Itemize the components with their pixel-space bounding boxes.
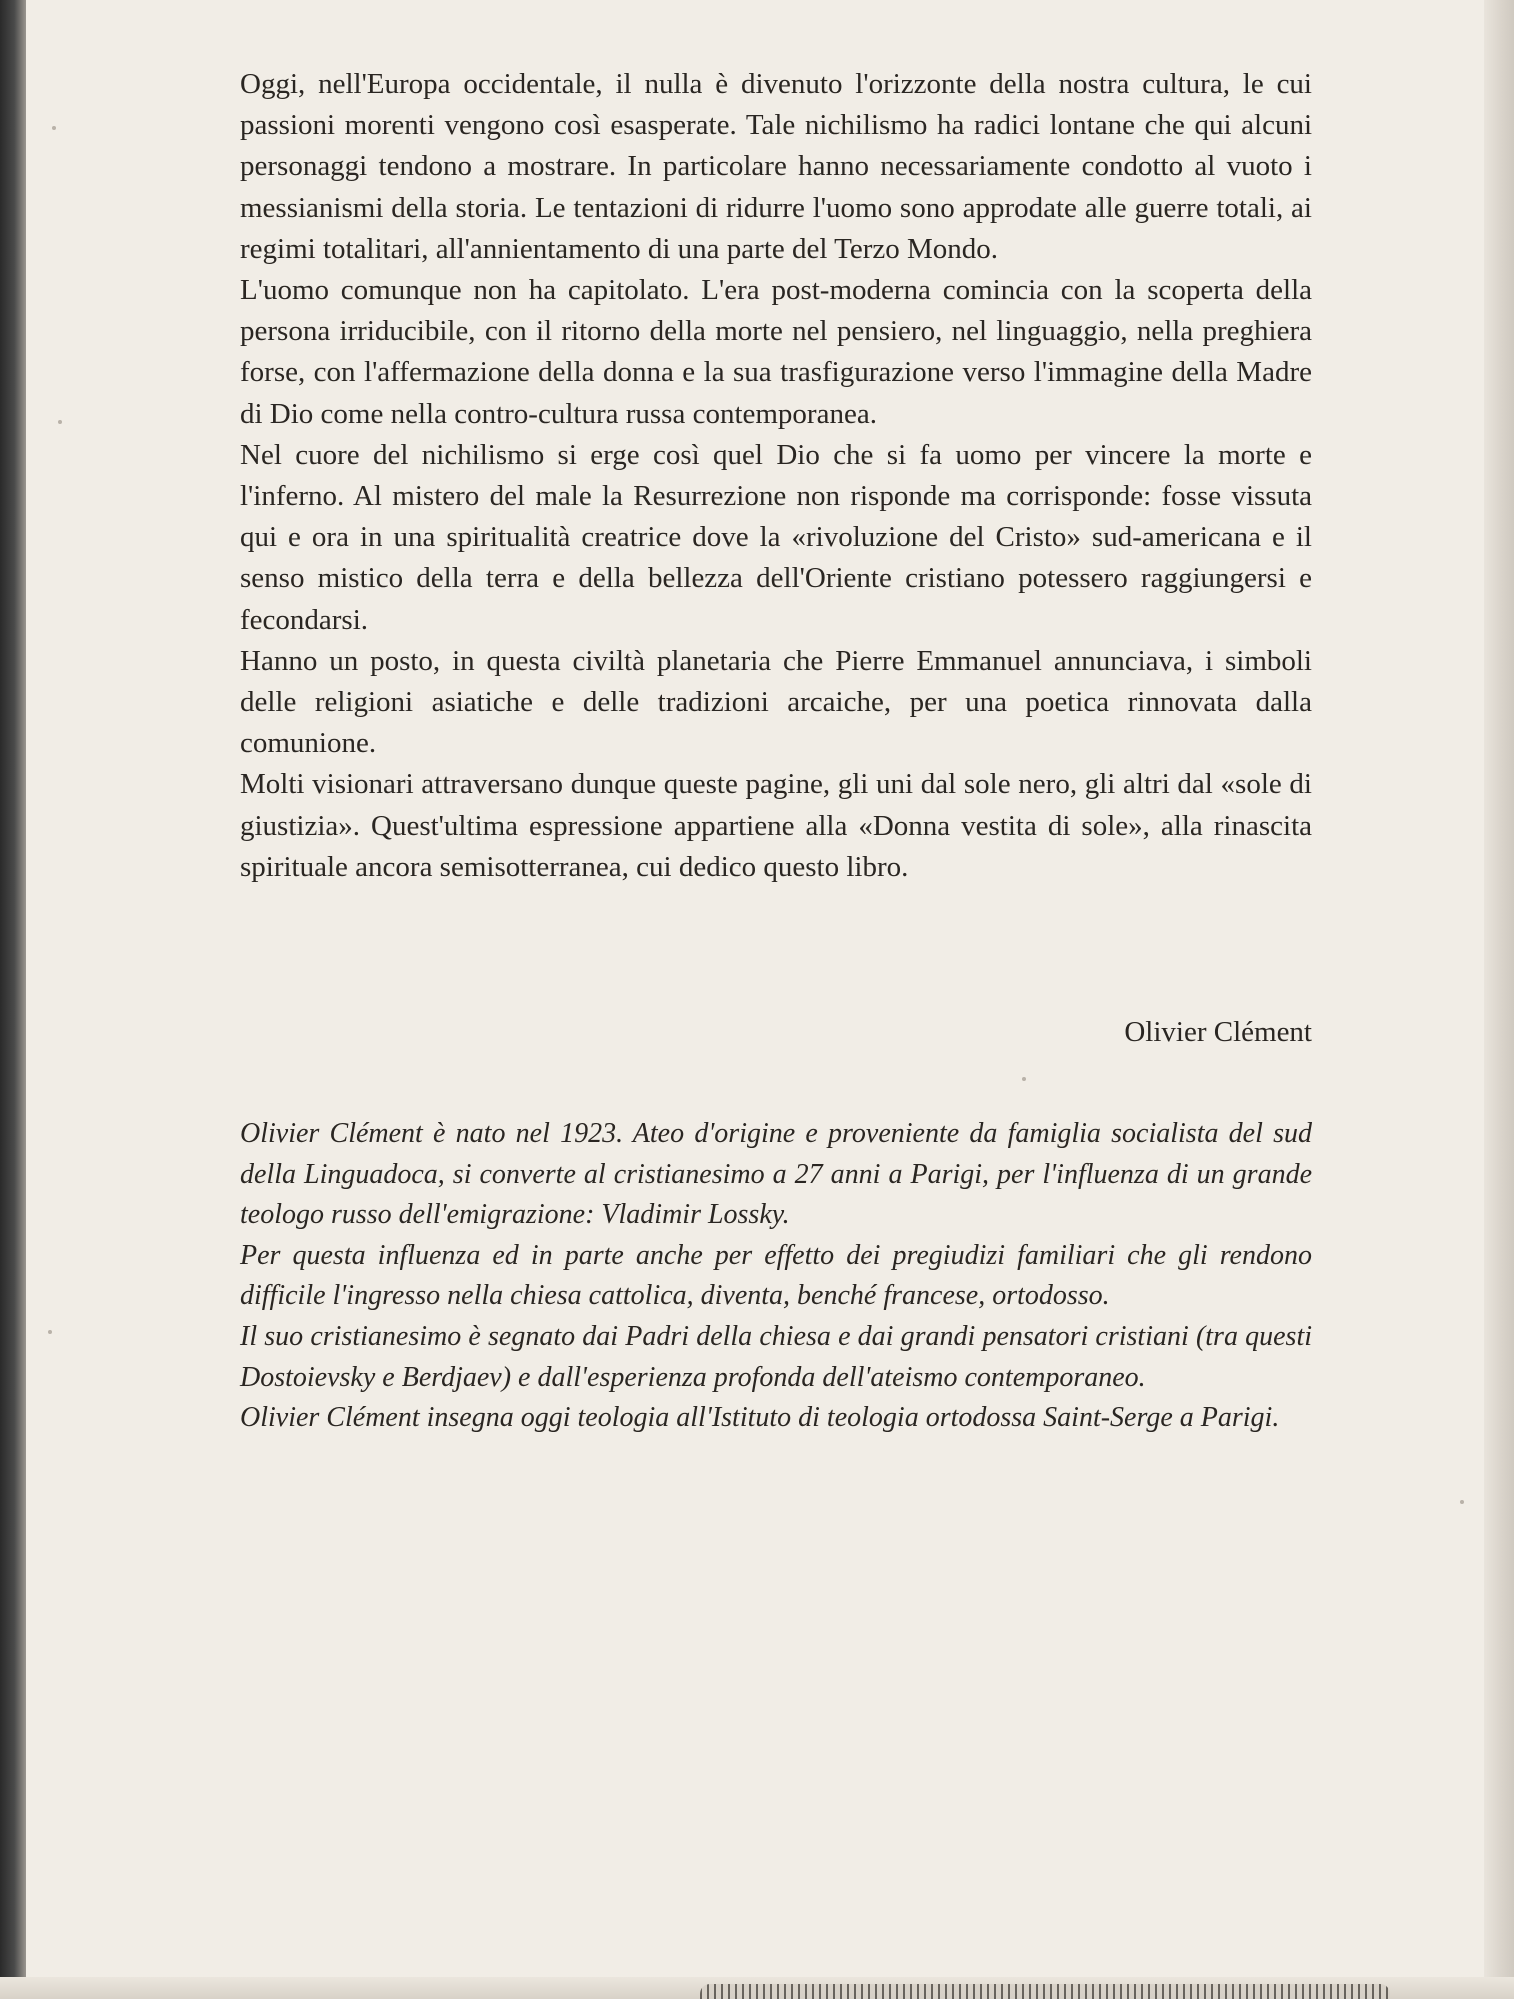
scan-edge-left [0,0,26,1999]
paper-speck [48,1330,52,1334]
barcode-strip [700,1984,1390,1999]
main-paragraph-3: Nel cuore del nichilismo si erge così quel Dio che si fa uomo per vincere la morte e l'inferno. Al mistero del male la Resurrezione non risponde ma corrisponde: fosse vissuta qui e ora in una spiritualità creatrice dove la «rivoluzione del Cristo» sud-americana e il senso mistico della terra e della bellezza dell'Oriente cristiano potessero raggiungersi e fecondarsi. [240,438,1312,636]
main-text-block [240,64,1312,888]
main-paragraph-2: L'uomo comunque non ha capitolato. L'era post-moderna comincia con la scoperta della persona irriducibile, con il ritorno della morte nel pensiero, nel linguaggio, nella preghiera forse, con l'affermazione della donna e la sua trasfigurazione verso l'immagine della Madre di Dio come nella contro-cultura russa contemporanea. [240,274,1312,430]
author-signature: Olivier Clément [1124,1016,1312,1048]
paper-speck [52,126,56,130]
paper-speck [1460,1500,1464,1504]
bio-paragraph-1: Olivier Clément è nato nel 1923. Ateo d'origine e proveniente da famiglia socialista del sud della Linguadoca, si converte al cristianesimo a 27 anni a Parigi, per l'influenza di un grande teologo russo dell'emigrazione: Vladimir Lossky. [240,1118,1312,1231]
bio-paragraph-3: Il suo cristianesimo è segnato dai Padri della chiesa e dai grandi pensatori cristiani (tra questi Dostoievsky e Berdjaev) e dall'esperienza profonda dell'ateismo contemporaneo. [240,1320,1312,1393]
main-paragraph-4: Hanno un posto, in questa civiltà planetaria che Pierre Emmanuel annunciava, i simboli delle religioni asiatiche e delle tradizioni arcaiche, per una poetica rinnovata dalla comunione. [240,644,1312,760]
paper-speck [58,420,62,424]
bio-paragraph-4: Olivier Clément insegna oggi teologia all'Istituto di teologia ortodossa Saint-Serge a Parigi. [240,1402,1280,1434]
bio-paragraph-2: Per questa influenza ed in parte anche per effetto dei pregiudizi familiari che gli rendono difficile l'ingresso nella chiesa cattolica, diventa, benché francese, ortodosso. [240,1239,1312,1312]
main-paragraph-5: Molti visionari attraversano dunque queste pagine, gli uni dal sole nero, gli altri dal «sole di giustizia». Quest'ultima espressione appartiene alla «Donna vestita di sole», alla rinascita spirituale ancora semisotterranea, cui dedico questo libro. [240,768,1312,883]
paper-speck [1022,1077,1026,1081]
scan-edge-right [1484,0,1514,1999]
author-bio-block [240,1114,1312,1439]
main-paragraph-1: Oggi, nell'Europa occidentale, il nulla è divenuto l'orizzonte della nostra cultura, le cui passioni morenti vengono così esasperate. Tale nichilismo ha radici lontane che qui alcuni personaggi tendono a mostrare. In particolare hanno necessariamente condotto al vuoto i messianismi della storia. Le tentazioni di ridurre l'uomo sono approdate alle guerre totali, ai regimi totalitari, all'annientamento di una parte del Terzo Mondo. [240,68,1312,265]
